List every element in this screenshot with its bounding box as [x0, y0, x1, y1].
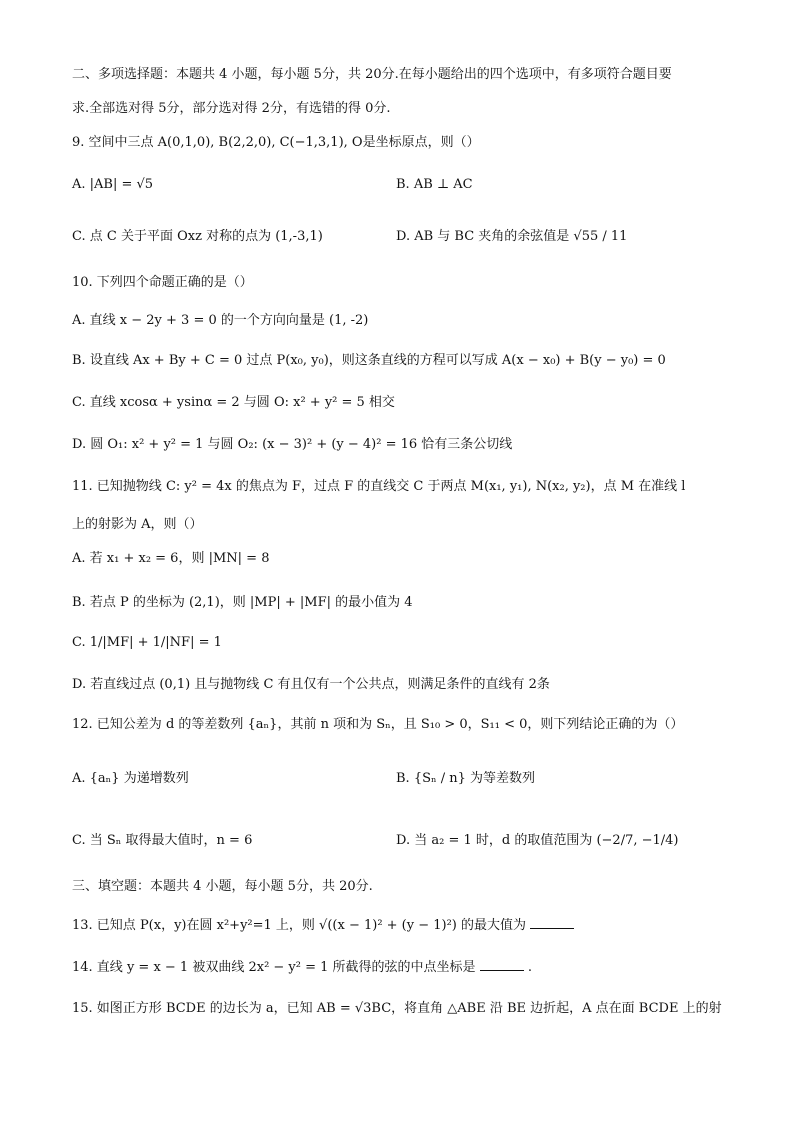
q12-option-a: A. {aₙ} 为递增数列 — [72, 771, 189, 786]
q12-stem: 12. 已知公差为 d 的等差数列 {aₙ}，其前 n 项和为 Sₙ，且 S₁₀ > 0，S₁₁ < 0，则下列结论正确的为（） — [72, 717, 684, 732]
q9-option-b: B. AB ⊥ AC — [396, 177, 473, 192]
q12-option-d: D. 当 a₂ = 1 时，d 的取值范围为 (−2/7, −1/4) — [396, 833, 679, 848]
q13-row — [72, 916, 734, 935]
q10-stem: 10. 下列四个命题正确的是（） — [72, 275, 253, 290]
section2-header-line1: 二、多项选择题：本题共 4 小题，每小题 5分，共 20分.在每小题给出的四个选项中，有多项符合题目要 — [72, 67, 672, 82]
q9-option-a: A. |AB| = √5 — [72, 177, 154, 192]
q11-stem-line1: 11. 已知抛物线 C: y² = 4x 的焦点为 F，过点 F 的直线交 C 于两点 M(x₁, y₁), N(x₂, y₂)，点 M 在准线 l — [72, 479, 686, 494]
section2-header-line2: 求.全部选对得 5分，部分选对得 2分，有选错的得 0分. — [72, 101, 391, 116]
q10-option-c: C. 直线 xcosα + ysinα = 2 与圆 O: x² + y² = 5 相交 — [72, 395, 395, 410]
q12-option-b: B. {Sₙ / n} 为等差数列 — [396, 771, 536, 786]
q14-stem: 14. 直线 y = x − 1 被双曲线 2x² − y² = 1 所截得的弦的中点坐标是 — [72, 960, 476, 975]
q11-option-c: C. 1/|MF| + 1/|NF| = 1 — [72, 635, 222, 650]
q14-row — [72, 958, 734, 977]
q11-option-a: A. 若 x₁ + x₂ = 6，则 |MN| = 8 — [72, 551, 270, 566]
q10-option-a: A. 直线 x − 2y + 3 = 0 的一个方向向量是 (1, -2) — [72, 313, 369, 328]
q14-tail: . — [527, 960, 532, 975]
q11-option-b: B. 若点 P 的坐标为 (2,1)，则 |MP| + |MF| 的最小值为 4 — [72, 595, 413, 610]
q9-option-d: D. AB 与 BC 夹角的余弦值是 √55 / 11 — [396, 229, 628, 244]
q15-stem: 15. 如图正方形 BCDE 的边长为 a，已知 AB = √3BC，将直角 △ABE 沿 BE 边折起，A 点在面 BCDE 上的射 — [72, 1001, 722, 1016]
q13-stem: 13. 已知点 P(x，y)在圆 x²+y²=1 上，则 √((x − 1)² + (y − 1)²) 的最大值为 — [72, 918, 527, 933]
q12-option-c: C. 当 Sₙ 取得最大值时，n = 6 — [72, 833, 253, 848]
q9-stem: 9. 空间中三点 A(0,1,0), B(2,2,0), C(−1,3,1), O是坐标原点，则（） — [72, 135, 480, 150]
q10-option-b: B. 设直线 Ax + By + C = 0 过点 P(x₀, y₀)，则这条直线的方程可以写成 A(x − x₀) + B(y − y₀) = 0 — [72, 353, 666, 368]
q10-option-d: D. 圆 O₁: x² + y² = 1 与圆 O₂: (x − 3)² + (y − 4)² = 16 恰有三条公切线 — [72, 437, 513, 452]
q14-answer-blank[interactable] — [480, 958, 524, 971]
q9-option-c: C. 点 C 关于平面 Oxz 对称的点为 (1,-3,1) — [72, 229, 323, 244]
q11-option-d: D. 若直线过点 (0,1) 且与抛物线 C 有且仅有一个公共点，则满足条件的直线有 2条 — [72, 677, 550, 692]
section3-header: 三、填空题：本题共 4 小题，每小题 5分，共 20分. — [72, 879, 373, 894]
q11-stem-line2: 上的射影为 A，则（） — [72, 517, 203, 532]
q13-answer-blank[interactable] — [530, 916, 574, 929]
